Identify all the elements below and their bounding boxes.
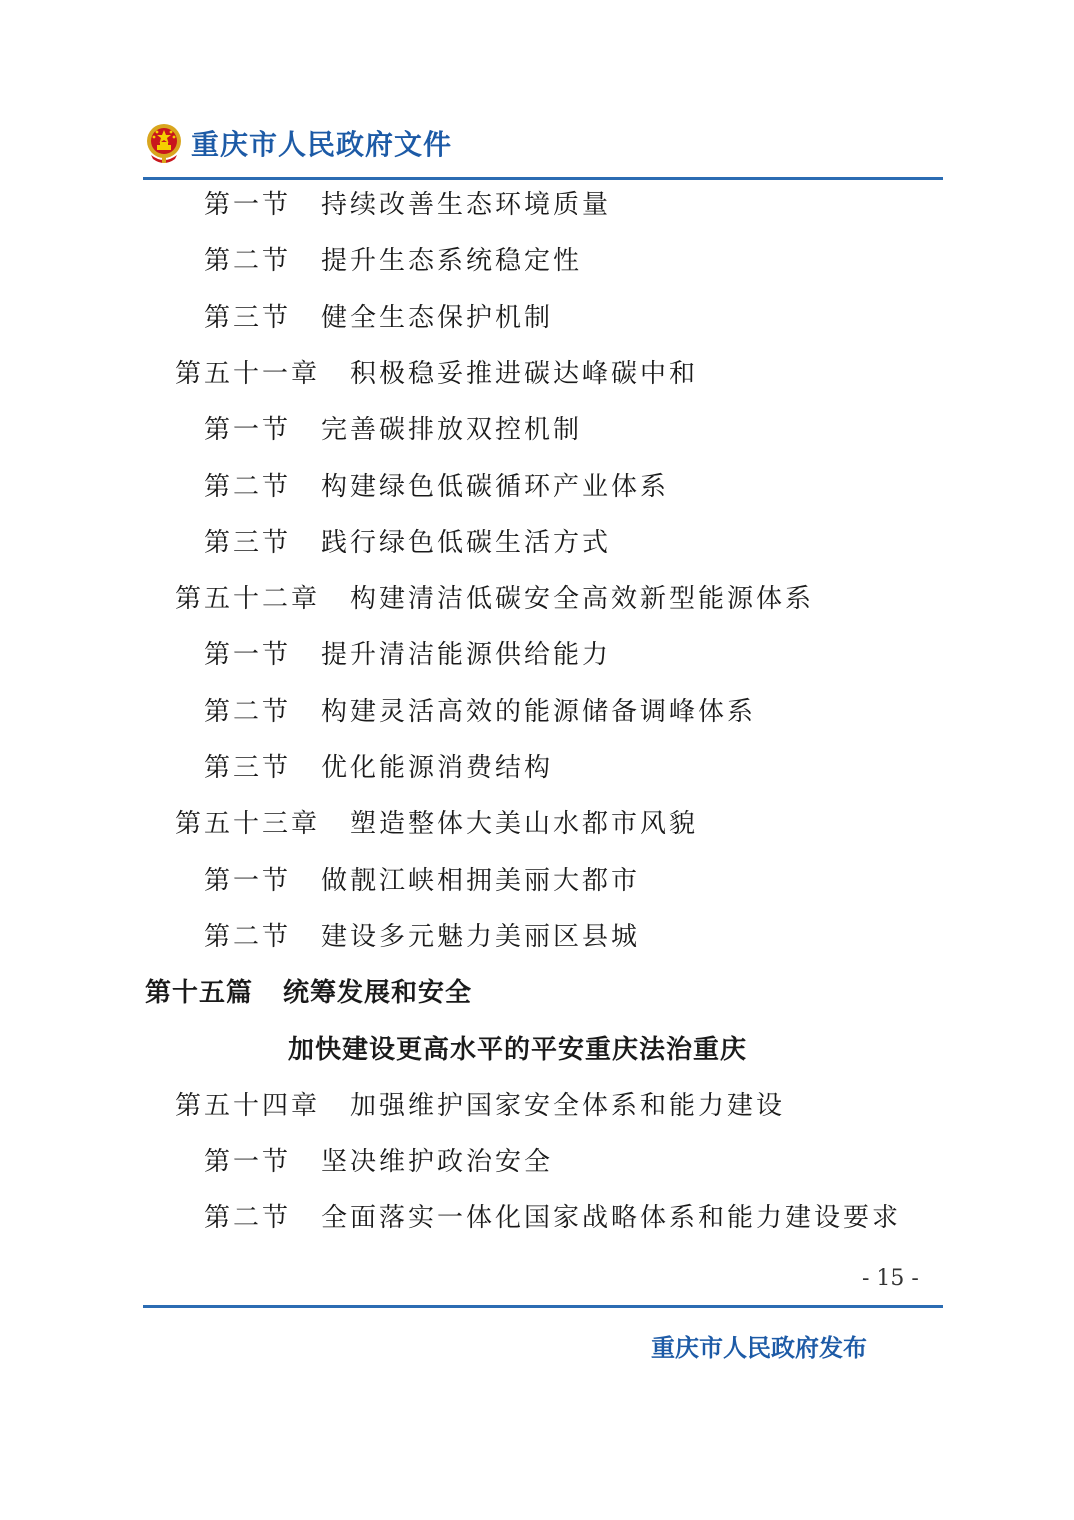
toc-section-entry: [204, 474, 669, 500]
toc-section-entry: [204, 1149, 553, 1175]
toc-entry-number: 第三节: [204, 753, 292, 783]
footer-publisher: 重庆市人民政府发布: [651, 1334, 867, 1362]
toc-entry-title: 建设多元魅力美丽区县城: [321, 922, 641, 952]
toc-part-cont-entry: [288, 1037, 747, 1063]
toc-entry-number: 第一节: [204, 640, 292, 670]
toc-chapter-entry: [175, 1093, 785, 1119]
toc-entry-number: 第二节: [204, 246, 292, 276]
toc-chapter-entry: [175, 586, 814, 612]
toc-entry-number: 第一节: [204, 866, 292, 896]
toc-entry-title: 加快建设更高水平的平安重庆法治重庆: [288, 1035, 748, 1065]
toc-entry-title: 健全生态保护机制: [321, 303, 554, 333]
toc-entry-title: 提升生态系统稳定性: [321, 246, 583, 276]
footer-divider: [143, 1305, 943, 1308]
toc-part-entry: [145, 980, 472, 1006]
toc-entry-number: 第二节: [204, 472, 292, 502]
toc-section-entry: [204, 1205, 901, 1231]
toc-entry-title: 坚决维护政治安全: [321, 1147, 554, 1177]
toc-section-entry: [204, 305, 553, 331]
toc-entry-title: 做靓江峡相拥美丽大都市: [321, 866, 641, 896]
toc-entry-title: 持续改善生态环境质量: [321, 190, 612, 220]
toc-entry-title: 构建清洁低碳安全高效新型能源体系: [350, 584, 815, 614]
toc-section-entry: [204, 755, 553, 781]
toc-entry-title: 践行绿色低碳生活方式: [321, 528, 612, 558]
page-number: - 15 -: [862, 1266, 919, 1291]
toc-entry-number: 第一节: [204, 1147, 292, 1177]
toc-entry-title: 优化能源消费结构: [321, 753, 554, 783]
toc-chapter-entry: [175, 811, 698, 837]
toc-section-entry: [204, 924, 640, 950]
toc-entry-title: 积极稳妥推进碳达峰碳中和: [350, 359, 699, 389]
national-emblem-icon: [145, 121, 183, 165]
toc-entry-number: 第五十一章: [175, 359, 321, 389]
toc-entry-title: 塑造整体大美山水都市风貌: [350, 809, 699, 839]
toc-entry-number: 第三节: [204, 528, 292, 558]
toc-section-entry: [204, 642, 611, 668]
toc-section-entry: [204, 530, 611, 556]
document-header: [145, 118, 452, 168]
toc-entry-number: 第一节: [204, 190, 292, 220]
toc-entry-title: 提升清洁能源供给能力: [321, 640, 612, 670]
toc-entry-title: 完善碳排放双控机制: [321, 415, 583, 445]
toc-entry-title: 加强维护国家安全体系和能力建设: [350, 1091, 786, 1121]
toc-entry-number: 第五十三章: [175, 809, 321, 839]
toc-section-entry: [204, 868, 640, 894]
toc-chapter-entry: [175, 361, 698, 387]
toc-entry-number: 第一节: [204, 415, 292, 445]
toc-entry-number: 第二节: [204, 922, 292, 952]
toc-entry-number: 第五十二章: [175, 584, 321, 614]
toc-entry-title: 统筹发展和安全: [283, 978, 473, 1008]
toc-section-entry: [204, 248, 582, 274]
toc-section-entry: [204, 192, 611, 218]
toc-entry-number: 第二节: [204, 697, 292, 727]
toc-section-entry: [204, 417, 582, 443]
toc-entry-number: 第二节: [204, 1203, 292, 1233]
toc-entry-title: 构建灵活高效的能源储备调峰体系: [321, 697, 757, 727]
toc-entry-title: 全面落实一体化国家战略体系和能力建设要求: [321, 1203, 902, 1233]
toc-entry-number: 第三节: [204, 303, 292, 333]
toc-entry-number: 第五十四章: [175, 1091, 321, 1121]
toc-section-entry: [204, 699, 756, 725]
header-divider: [143, 177, 943, 180]
toc-entry-number: 第十五篇: [145, 978, 254, 1008]
toc-entry-title: 构建绿色低碳循环产业体系: [321, 472, 670, 502]
header-title: 重庆市人民政府文件: [191, 128, 453, 161]
